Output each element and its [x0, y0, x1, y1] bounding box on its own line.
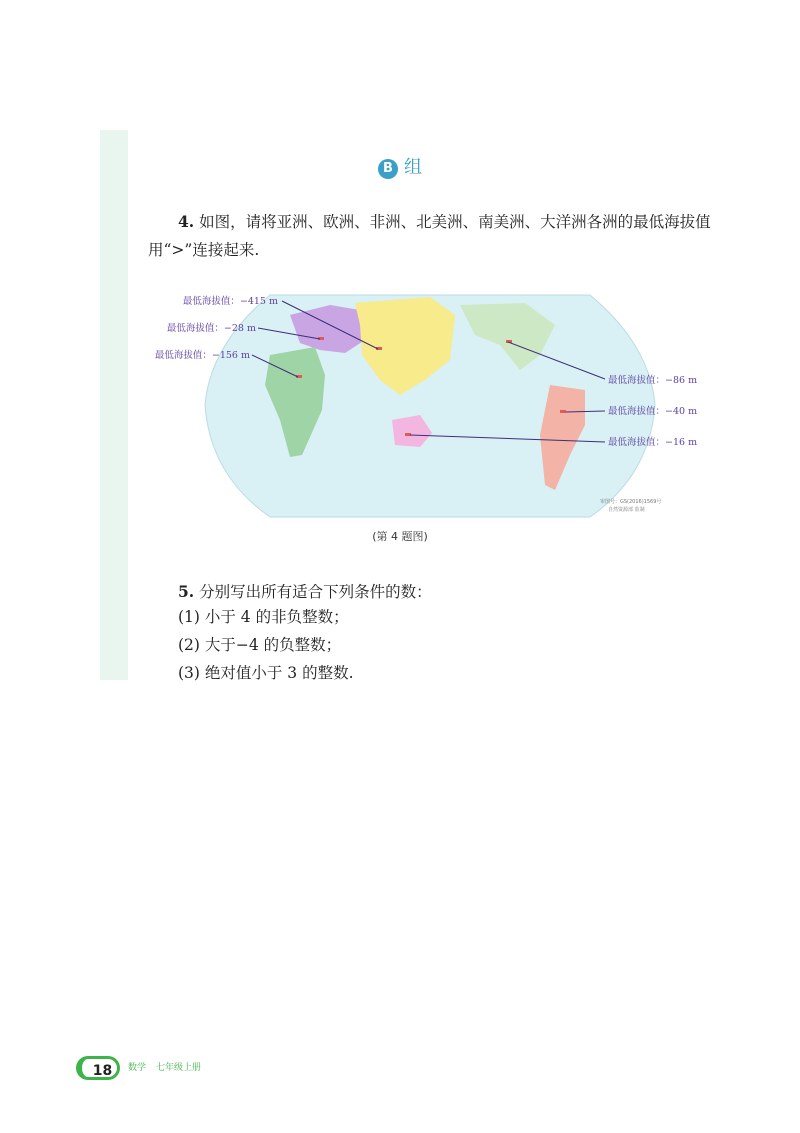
- question-5: [148, 578, 738, 606]
- label-asia: 最低海拔值：−415 m: [182, 296, 278, 307]
- marker-oceania: [405, 433, 411, 436]
- group-label: 组: [404, 157, 422, 178]
- question-5-text: 分别写出所有适合下列条件的数：: [199, 583, 432, 601]
- group-badge: B: [378, 159, 398, 179]
- world-map-figure: [130, 285, 730, 525]
- figure-caption: (第 4 题图): [372, 530, 428, 543]
- label-oceania: 最低海拔值：−16 m: [608, 437, 698, 448]
- label-europe: 最低海拔值：−28 m: [166, 323, 256, 334]
- world-map: [130, 285, 730, 525]
- book-title: [128, 1060, 211, 1073]
- map-note-2: 自然资源部 监制: [608, 507, 645, 513]
- question-5-item-3: (3) 绝对值小于 3 的整数.: [178, 664, 354, 682]
- book-grade: 七年级上册: [156, 1063, 202, 1073]
- group-title: [0, 156, 800, 180]
- label-north-america: 最低海拔值：−86 m: [608, 375, 698, 386]
- question-4-number: 4.: [178, 212, 195, 231]
- marker-south-america: [560, 410, 566, 413]
- label-south-america: 最低海拔值：−40 m: [608, 406, 698, 417]
- question-4-text: 如图，请将亚洲、欧洲、非洲、北美洲、南美洲、大洋洲各洲的最低海拔值用“>”连接起来.: [148, 213, 711, 259]
- side-decoration-band: [100, 130, 128, 680]
- question-5-item-1: (1) 小于 4 的非负整数；: [178, 608, 349, 626]
- question-4: [148, 208, 738, 264]
- page-footer: [76, 1056, 376, 1082]
- question-5-number: 5.: [178, 582, 195, 601]
- label-africa: 最低海拔值：−156 m: [154, 350, 250, 361]
- page-number: 18: [76, 1056, 120, 1080]
- question-5-item-2: (2) 大于−4 的负整数；: [178, 636, 342, 654]
- book-subject: 数学: [128, 1063, 147, 1073]
- map-note-1: 审图号：GS(2016)1569号: [600, 499, 662, 505]
